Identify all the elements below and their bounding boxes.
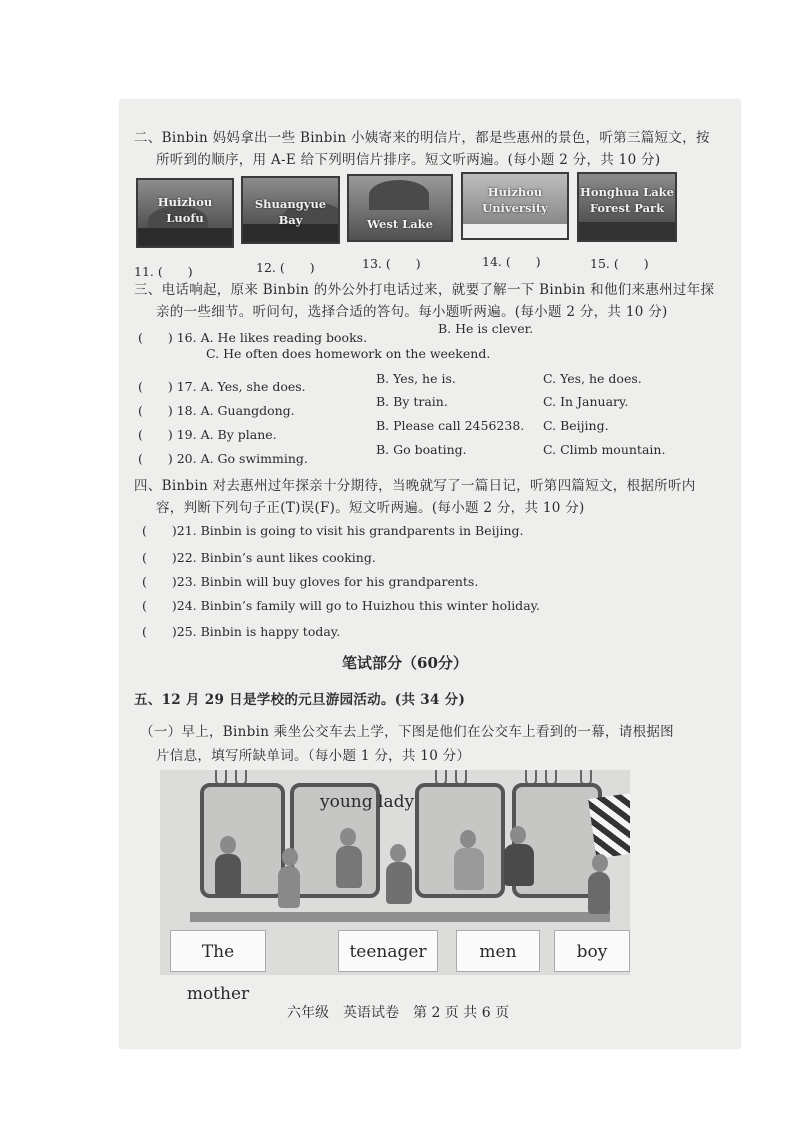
- option-17b: B. Yes, he is.: [376, 371, 456, 386]
- question-24: ( )24. Binbin’s family will go to Huizhou this winter holiday.: [142, 598, 541, 613]
- option-20b: B. Go boating.: [376, 442, 467, 457]
- page-footer: 六年级 英语试卷 第 2 页 共 6 页: [287, 1005, 510, 1021]
- question-16: ( ) 16. A. He likes reading books.: [138, 330, 368, 345]
- label-men: men: [456, 930, 540, 972]
- label-boy: boy: [554, 930, 630, 972]
- crossword-puzzle-image: [588, 789, 630, 858]
- answer-14[interactable]: 14. ( ): [482, 254, 541, 269]
- option-18b: B. By train.: [376, 394, 448, 409]
- option-19b: B. Please call 2456238.: [376, 418, 525, 433]
- postcard-west-lake: West Lake: [347, 174, 453, 242]
- answer-12[interactable]: 12. ( ): [256, 260, 315, 275]
- question-22: ( )22. Binbin’s aunt likes cooking.: [142, 550, 376, 565]
- young-lady-label: young lady: [320, 792, 415, 812]
- postcard-shuangyue-bay: Shuangyue Bay: [241, 176, 340, 244]
- section2-title-line2: 所听到的顺序，用 A-E 给下列明信片排序。短文听两遍。(每小题 2 分，共 10 分): [156, 152, 661, 168]
- section2-title-line1: 二、Binbin 妈妈拿出一些 Binbin 小姨寄来的明信片，都是些惠州的景色，听第三篇短文，按: [134, 130, 710, 146]
- option-16c: C. He often does homework on the weekend.: [206, 346, 491, 361]
- option-18c: C. In January.: [543, 394, 629, 409]
- postcard-huizhou-luofu: Huizhou Luofu: [136, 178, 234, 248]
- section4-title-line1: 四、Binbin 对去惠州过年探亲十分期待，当晚就写了一篇日记，听第四篇短文，根据所听内: [134, 478, 696, 494]
- option-19c: C. Beijing.: [543, 418, 609, 433]
- question-23: ( )23. Binbin will buy gloves for his grandparents.: [142, 574, 479, 589]
- written-section-title: 笔试部分（60分）: [342, 654, 468, 672]
- option-17c: C. Yes, he does.: [543, 371, 642, 386]
- option-20c: C. Climb mountain.: [543, 442, 666, 457]
- question-21: ( )21. Binbin is going to visit his grandparents in Beijing.: [142, 523, 524, 538]
- question-25: ( )25. Binbin is happy today.: [142, 624, 341, 639]
- answer-13[interactable]: 13. ( ): [362, 256, 421, 271]
- answer-15[interactable]: 15. ( ): [590, 256, 649, 271]
- section4-title-line2: 容，判断下列句子正(T)误(F)。短文听两遍。(每小题 2 分，共 10 分): [156, 500, 585, 516]
- section3-title-line2: 亲的一些细节。听问句，选择合适的答句。每小题听两遍。(每小题 2 分，共 10 分): [156, 304, 668, 320]
- question-18: ( ) 18. A. Guangdong.: [138, 403, 295, 418]
- section3-title-line1: 三、电话响起，原来 Binbin 的外公外打电话过来，就要了解一下 Binbin 和他们来惠州过年探: [134, 282, 715, 298]
- question-17: ( ) 17. A. Yes, she does.: [138, 379, 306, 394]
- answer-11[interactable]: 11. ( ): [134, 264, 193, 279]
- label-the-mother: The mother: [170, 930, 266, 972]
- label-teenager: teenager: [338, 930, 438, 972]
- question-19: ( ) 19. A. By plane.: [138, 427, 277, 442]
- section5-sub-line1: （一）早上，Binbin 乘坐公交车去上学，下图是他们在公交车上看到的一幕，请根据图: [140, 724, 674, 740]
- section5-title: 五、12 月 29 日是学校的元旦游园活动。(共 34 分): [134, 692, 466, 708]
- postcard-huizhou-university: Huizhou University: [461, 172, 569, 240]
- postcard-honghua-lake: Honghua Lake Forest Park: [577, 172, 677, 242]
- section5-sub-line2: 片信息，填写所缺单词。（每小题 1 分，共 10 分）: [156, 748, 471, 764]
- question-20: ( ) 20. A. Go swimming.: [138, 451, 308, 466]
- option-16b: B. He is clever.: [438, 321, 534, 336]
